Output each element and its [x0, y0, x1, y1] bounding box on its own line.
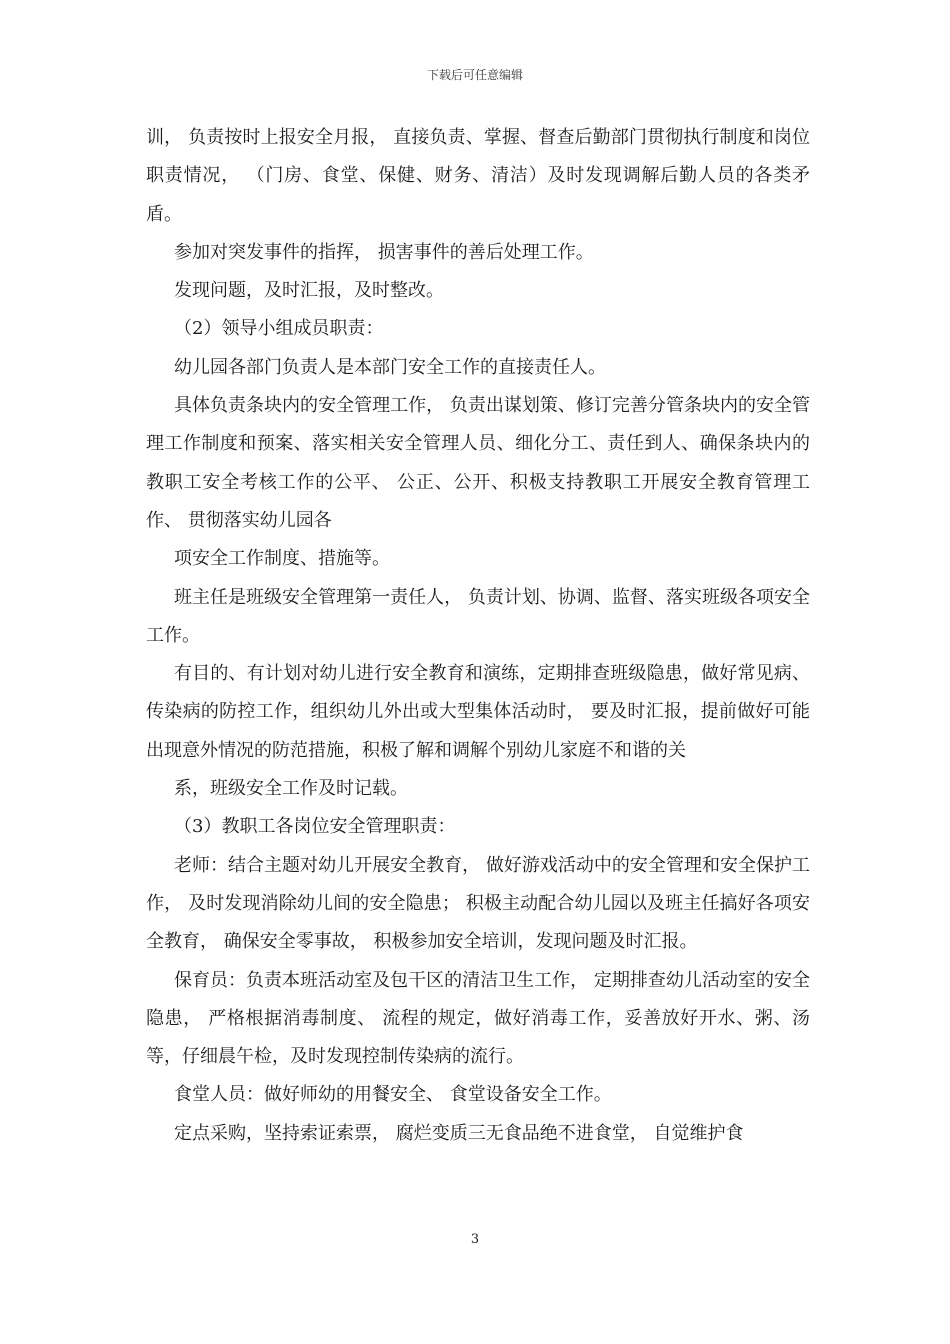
- paragraph: 食堂人员：做好师幼的用餐安全、 食堂设备安全工作。: [174, 1084, 612, 1106]
- paragraph: 定点采购，坚持索证索票， 腐烂变质三无食品绝不进食堂， 自觉维护食: [174, 1122, 744, 1144]
- paragraph: 保育员：负责本班活动室及包干区的清洁卫生工作， 定期排查幼儿活动室的安全隐患， 严格根据消毒制度、 流程的规定，做好消毒工作，妥善放好开水、粥、汤等，仔细晨午检，及时发现控制传染病的流行。: [146, 969, 810, 1068]
- section-heading: （3）教职工各岗位安全管理职责：: [174, 816, 456, 838]
- page-number: 3: [470, 1232, 480, 1247]
- paragraph: 参加对突发事件的指挥， 损害事件的善后处理工作。: [174, 241, 594, 263]
- paragraph: 幼儿园各部门负责人是本部门安全工作的直接责任人。: [174, 356, 606, 378]
- paragraph: 系，班级安全工作及时记载。: [174, 778, 408, 800]
- paragraph: 班主任是班级安全管理第一责任人， 负责计划、协调、监督、落实班级各项安全工作。: [146, 586, 810, 646]
- paragraph: 项安全工作制度、措施等。: [174, 548, 390, 570]
- paragraph: 具体负责条块内的安全管理工作， 负责出谋划策、修订完善分管条块内的安全管理工作制度和预案、落实相关安全管理人员、细化分工、责任到人、确保条块内的教职工安全考核工作的公平、 公正、公开、积极支持教职工开展安全教育管理工作、 贯彻落实幼儿园各: [146, 395, 810, 531]
- section-heading: （2）领导小组成员职责：: [174, 318, 384, 340]
- paragraph: 发现问题，及时汇报，及时整改。: [174, 280, 444, 302]
- document-body: [146, 119, 810, 1153]
- paragraph-continued: 训， 负责按时上报安全月报， 直接负责、掌握、督查后勤部门贯彻执行制度和岗位职责情况， （门房、食堂、保健、财务、清洁）及时发现调解后勤人员的各类矛盾。: [146, 127, 810, 225]
- paragraph: 有目的、有计划对幼儿进行安全教育和演练，定期排查班级隐患，做好常见病、 传染病的防控工作，组织幼儿外出或大型集体活动时， 要及时汇报，提前做好可能出现意外情况的防范措施，积极了解和调解个别幼儿家庭不和谐的关: [146, 663, 810, 761]
- paragraph: 老师：结合主题对幼儿开展安全教育， 做好游戏活动中的安全管理和安全保护工作， 及时发现消除幼儿间的安全隐患； 积极主动配合幼儿园以及班主任搞好各项安全教育， 确保安全零事故， 积极参加安全培训，发现问题及时汇报。: [146, 854, 810, 953]
- header-note: 下载后可任意编辑: [426, 68, 523, 82]
